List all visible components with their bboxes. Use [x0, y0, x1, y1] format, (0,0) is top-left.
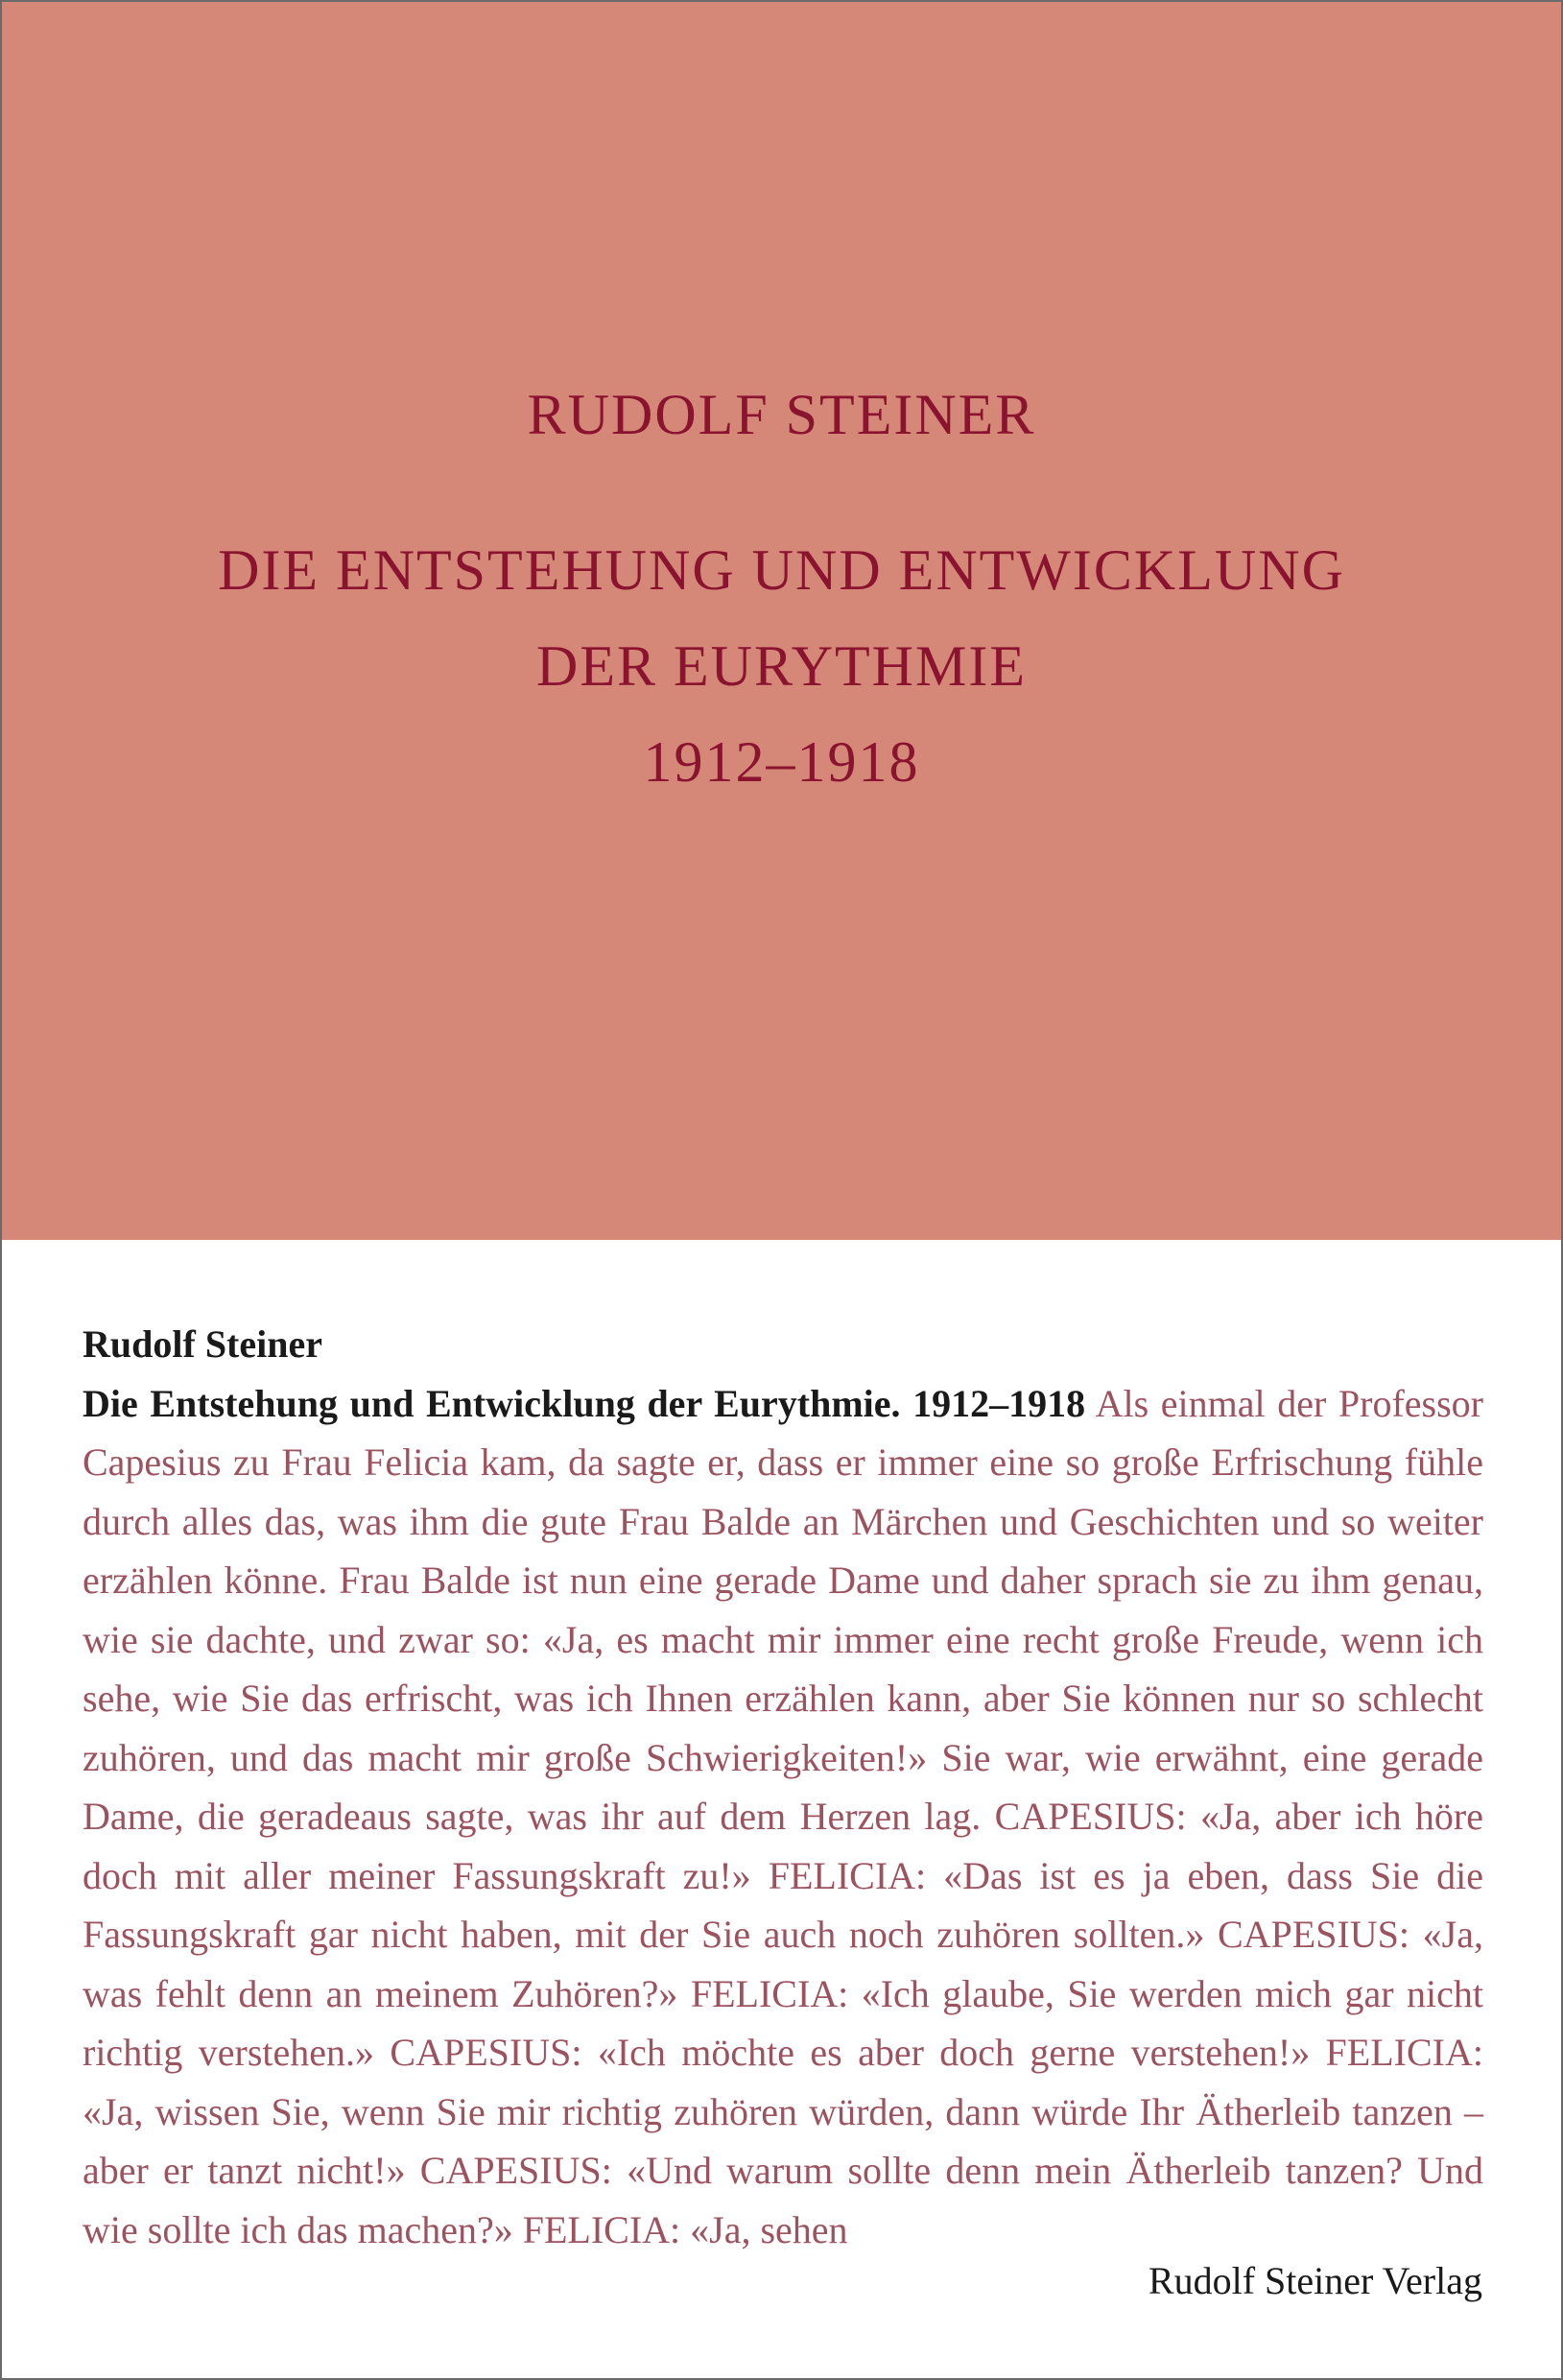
cover-author: RUDOLF STEINER [527, 383, 1036, 446]
cover-title-line-1: DIE ENTSTEHUNG UND ENTWICKLUNG [218, 538, 1345, 602]
back-text-panel [83, 1315, 1483, 2259]
cover-title-block [2, 367, 1561, 810]
blurb-paragraph [83, 1315, 1483, 2259]
blurb-title: Die Entstehung und Entwicklung der Eurythmie. 1912–1918 [83, 1381, 1086, 1425]
cover-color-panel [2, 2, 1561, 1240]
cover-title-years: 1912–1918 [643, 730, 920, 794]
blurb-excerpt: Als einmal der Professor Capesius zu Frau Felicia kam, da sagte er, dass er immer eine so große Erfrischung fühle durch alles das, was ihm die gute Frau Balde an Märchen und Geschichten und so weiter erzählen könne. Frau Balde ist nun eine gerade Dame und daher sprach sie zu ihm genau, wie sie dachte, und zwar so: «Ja, es macht mir immer eine recht große Freude, wenn ich sehe, wie Sie das erfrischt, was ich Ihnen erzählen kann, aber Sie können nur so schlecht zuhören, und das macht mir große Schwierigkeiten!» Sie war, wie erwähnt, eine gerade Dame, die geradeaus sagte, was ihr auf dem Herzen lag. CAPESIUS: «Ja, aber ich höre doch mit aller meiner Fassungskraft zu!» FELICIA: «Das ist es ja eben, dass Sie die Fassungskraft gar nicht haben, mit der Sie auch noch zuhören sollten.» CAPESIUS: «Ja, was fehlt denn an meinem Zuhören?» FELICIA: «Ich glaube, Sie werden mich gar nicht richtig verstehen.» CAPESIUS: «Ich möchte es aber doch gerne verstehen!» FELICIA: «Ja, wissen Sie, wenn Sie mir richtig zuhören würden, dann würde Ihr Ätherleib tanzen – aber er tanzt nicht!» CAPESIUS: «Und warum sollte denn mein Ätherleib tanzen? Und wie sollte ich das machen?» FELICIA: «Ja, sehen [83, 1381, 1483, 2251]
publisher-name: Rudolf Steiner Verlag [1148, 2259, 1482, 2302]
blurb-author: Rudolf Steiner [83, 1322, 322, 1366]
cover-title-line-2: DER EURYTHMIE [536, 634, 1027, 698]
